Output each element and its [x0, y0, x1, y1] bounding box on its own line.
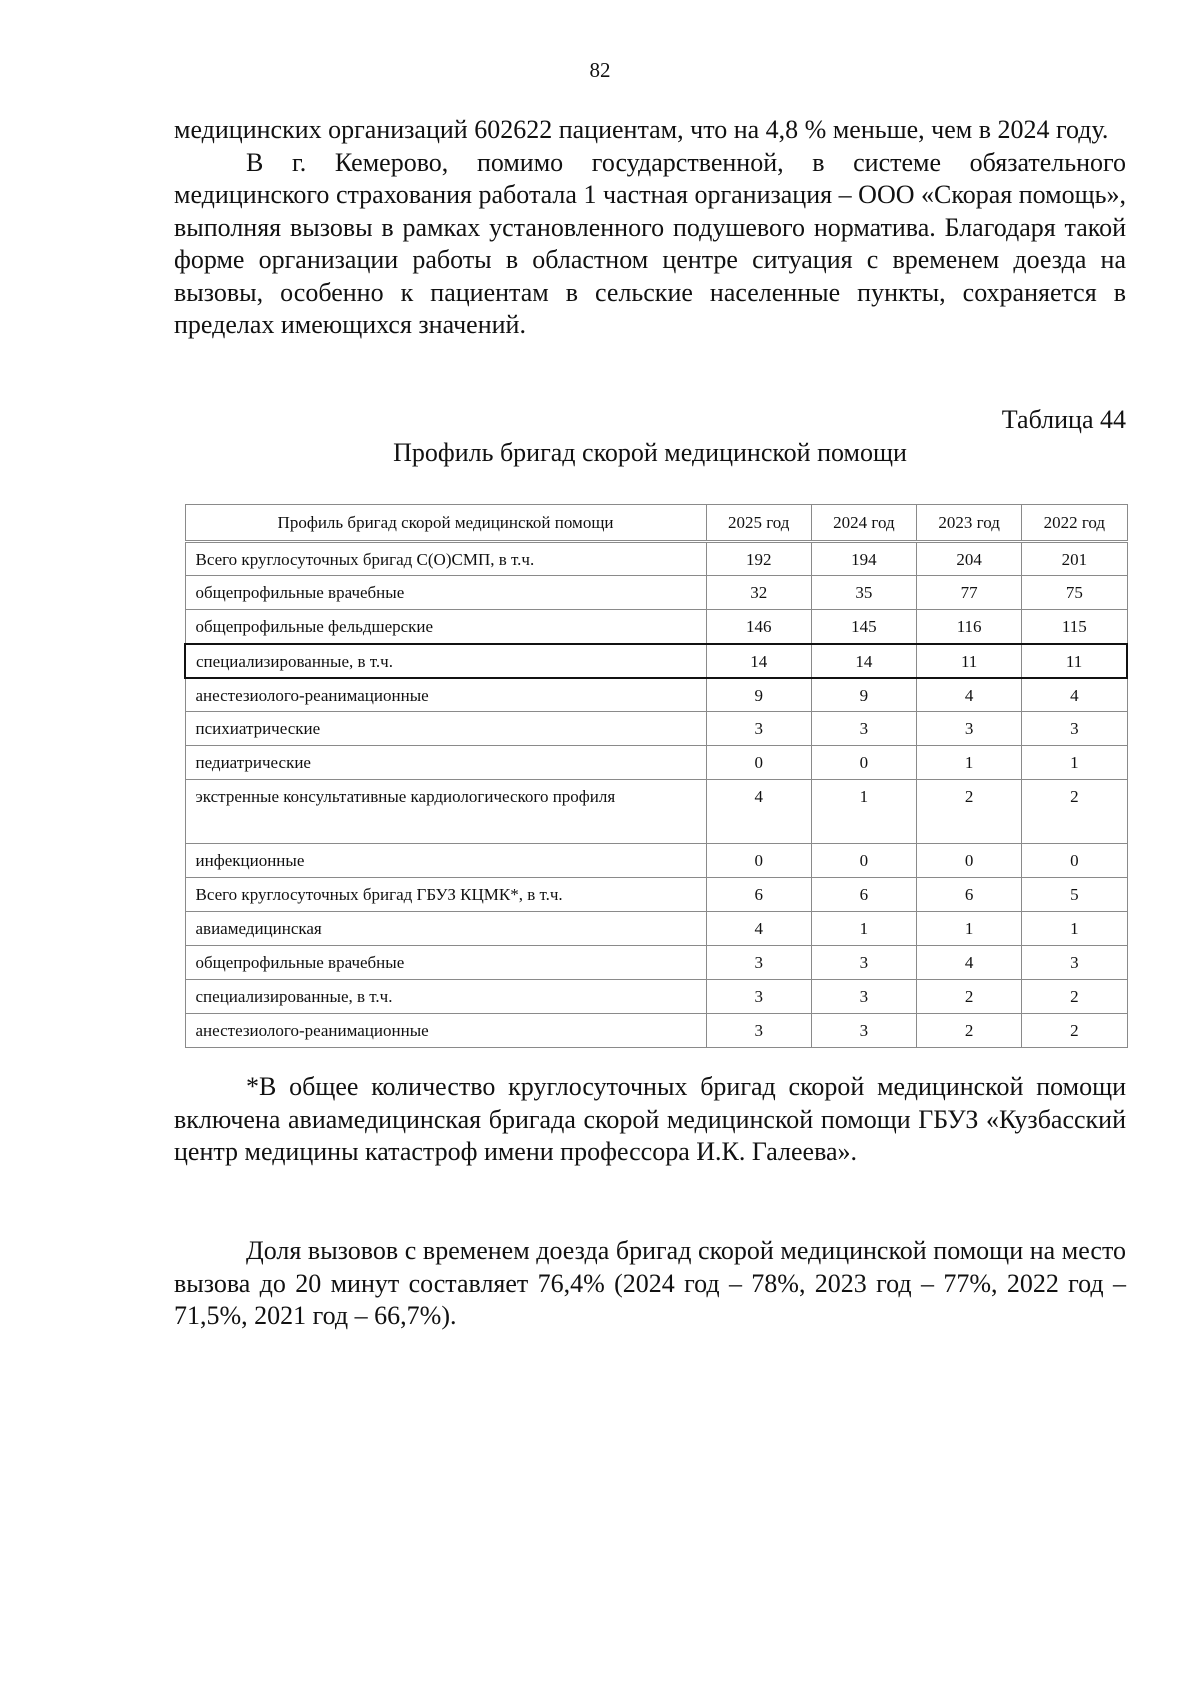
table-cell: 6: [811, 878, 916, 912]
table-header-row: [185, 505, 1127, 542]
table-row: [185, 746, 1127, 780]
page-number: 82: [589, 58, 611, 82]
table-cell: 3: [706, 1014, 811, 1048]
table-cell: 4: [706, 912, 811, 946]
column-header: 2022 год: [1022, 505, 1127, 542]
row-label: педиатрические: [185, 746, 706, 780]
table-cell: 3: [706, 980, 811, 1014]
column-header: 2024 год: [811, 505, 916, 542]
table-cell: 3: [811, 712, 916, 746]
table-row: [185, 542, 1127, 576]
table-cell: 1: [811, 912, 916, 946]
table-cell: 3: [917, 712, 1022, 746]
table-cell: 75: [1022, 576, 1127, 610]
table-cell: 11: [1022, 644, 1127, 678]
row-label: общепрофильные врачебные: [185, 576, 706, 610]
row-label: специализированные, в т.ч.: [185, 980, 706, 1014]
table-cell: 14: [706, 644, 811, 678]
table-cell: 194: [811, 542, 916, 576]
table-cell: 2: [1022, 1014, 1127, 1048]
table-cell: 2: [917, 980, 1022, 1014]
table-row: [185, 644, 1127, 678]
table-cell: 4: [917, 678, 1022, 712]
table-cell: 3: [1022, 712, 1127, 746]
table-cell: 2: [917, 780, 1022, 844]
table-cell: 0: [706, 746, 811, 780]
table-cell: 3: [811, 980, 916, 1014]
table-row: [185, 576, 1127, 610]
table-title: Профиль бригад скорой медицинской помощи: [393, 438, 907, 467]
row-label: авиамедицинская: [185, 912, 706, 946]
table-cell: 14: [811, 644, 916, 678]
table-cell: 0: [706, 844, 811, 878]
closing-text: [174, 1235, 1126, 1333]
table-cell: 0: [917, 844, 1022, 878]
column-header: 2023 год: [917, 505, 1022, 542]
footnote: *В общее количество круглосуточных бригад скорой медицинской помощи включена авиамедицинская бригада скорой медицинской помощи ГБУЗ «Кузбасский центр медицины катастроф имени профессора И.К. Галеева».: [174, 1072, 1126, 1166]
table-caption: Таблица 44: [1001, 405, 1126, 434]
table-cell: 2: [1022, 980, 1127, 1014]
column-header: 2025 год: [706, 505, 811, 542]
row-label: Всего круглосуточных бригад С(О)СМП, в т.ч.: [185, 542, 706, 576]
paragraph: медицинских организаций 602622 пациентам, что на 4,8 % меньше, чем в 2024 году.: [174, 115, 1109, 144]
table-row: [185, 712, 1127, 746]
table-cell: 146: [706, 610, 811, 644]
table-cell: 5: [1022, 878, 1127, 912]
table-row: [185, 678, 1127, 712]
table-cell: 32: [706, 576, 811, 610]
row-label: специализированные, в т.ч.: [185, 644, 706, 678]
row-label: психиатрические: [185, 712, 706, 746]
row-label: Всего круглосуточных бригад ГБУЗ КЦМК*, в т.ч.: [185, 878, 706, 912]
table-cell: 3: [1022, 946, 1127, 980]
table-cell: 3: [811, 946, 916, 980]
table-cell: 6: [917, 878, 1022, 912]
table-cell: 11: [917, 644, 1022, 678]
row-label: анестезиолого-реанимационные: [185, 678, 706, 712]
table-cell: 9: [811, 678, 916, 712]
intro-text: [174, 114, 1126, 342]
table-cell: 3: [706, 946, 811, 980]
table-cell: 4: [706, 780, 811, 844]
table-cell: 1: [1022, 746, 1127, 780]
row-label: инфекционные: [185, 844, 706, 878]
brigade-profile-table: [184, 504, 1128, 1048]
brigade-profile-table-container: [184, 504, 1128, 1048]
table-cell: 9: [706, 678, 811, 712]
table-cell: 201: [1022, 542, 1127, 576]
table-cell: 0: [1022, 844, 1127, 878]
table-cell: 3: [811, 1014, 916, 1048]
table-row: [185, 946, 1127, 980]
row-label: общепрофильные фельдшерские: [185, 610, 706, 644]
table-cell: 145: [811, 610, 916, 644]
table-cell: 116: [917, 610, 1022, 644]
table-cell: 35: [811, 576, 916, 610]
table-cell: 77: [917, 576, 1022, 610]
table-cell: 192: [706, 542, 811, 576]
table-cell: 2: [1022, 780, 1127, 844]
paragraph: В г. Кемерово, помимо государственной, в системе обязательного медицинского страхования работала 1 частная организация – ООО «Скорая помощь», выполняя вызовы в рамках установленного подушевого норматива. Благодаря такой форме организации работы в областном центре ситуация с временем доезда на вызовы, особенно к пациентам в сельские населенные пункты, сохраняется в пределах имеющихся значений.: [174, 147, 1126, 339]
table-row: [185, 878, 1127, 912]
table-cell: 4: [1022, 678, 1127, 712]
table-cell: 6: [706, 878, 811, 912]
table-cell: 1: [917, 912, 1022, 946]
table-cell: 3: [706, 712, 811, 746]
row-label: общепрофильные врачебные: [185, 946, 706, 980]
column-header: Профиль бригад скорой медицинской помощи: [185, 505, 706, 542]
footnote-block: [174, 1071, 1126, 1169]
table-row: [185, 1014, 1127, 1048]
table-row: [185, 610, 1127, 644]
table-cell: 0: [811, 844, 916, 878]
table-row: [185, 780, 1127, 844]
table-cell: 0: [811, 746, 916, 780]
table-cell: 204: [917, 542, 1022, 576]
table-row: [185, 980, 1127, 1014]
table-cell: 2: [917, 1014, 1022, 1048]
table-cell: 1: [811, 780, 916, 844]
table-cell: 1: [1022, 912, 1127, 946]
row-label: экстренные консультативные кардиологического профиля: [185, 780, 706, 844]
table-row: [185, 912, 1127, 946]
paragraph: Доля вызовов с временем доезда бригад скорой медицинской помощи на место вызова до 20 минут составляет 76,4% (2024 год – 78%, 2023 год – 77%, 2022 год – 71,5%, 2021 год – 66,7%).: [174, 1236, 1126, 1330]
table-cell: 4: [917, 946, 1022, 980]
row-label: анестезиолого-реанимационные: [185, 1014, 706, 1048]
table-row: [185, 844, 1127, 878]
table-cell: 1: [917, 746, 1022, 780]
table-cell: 115: [1022, 610, 1127, 644]
